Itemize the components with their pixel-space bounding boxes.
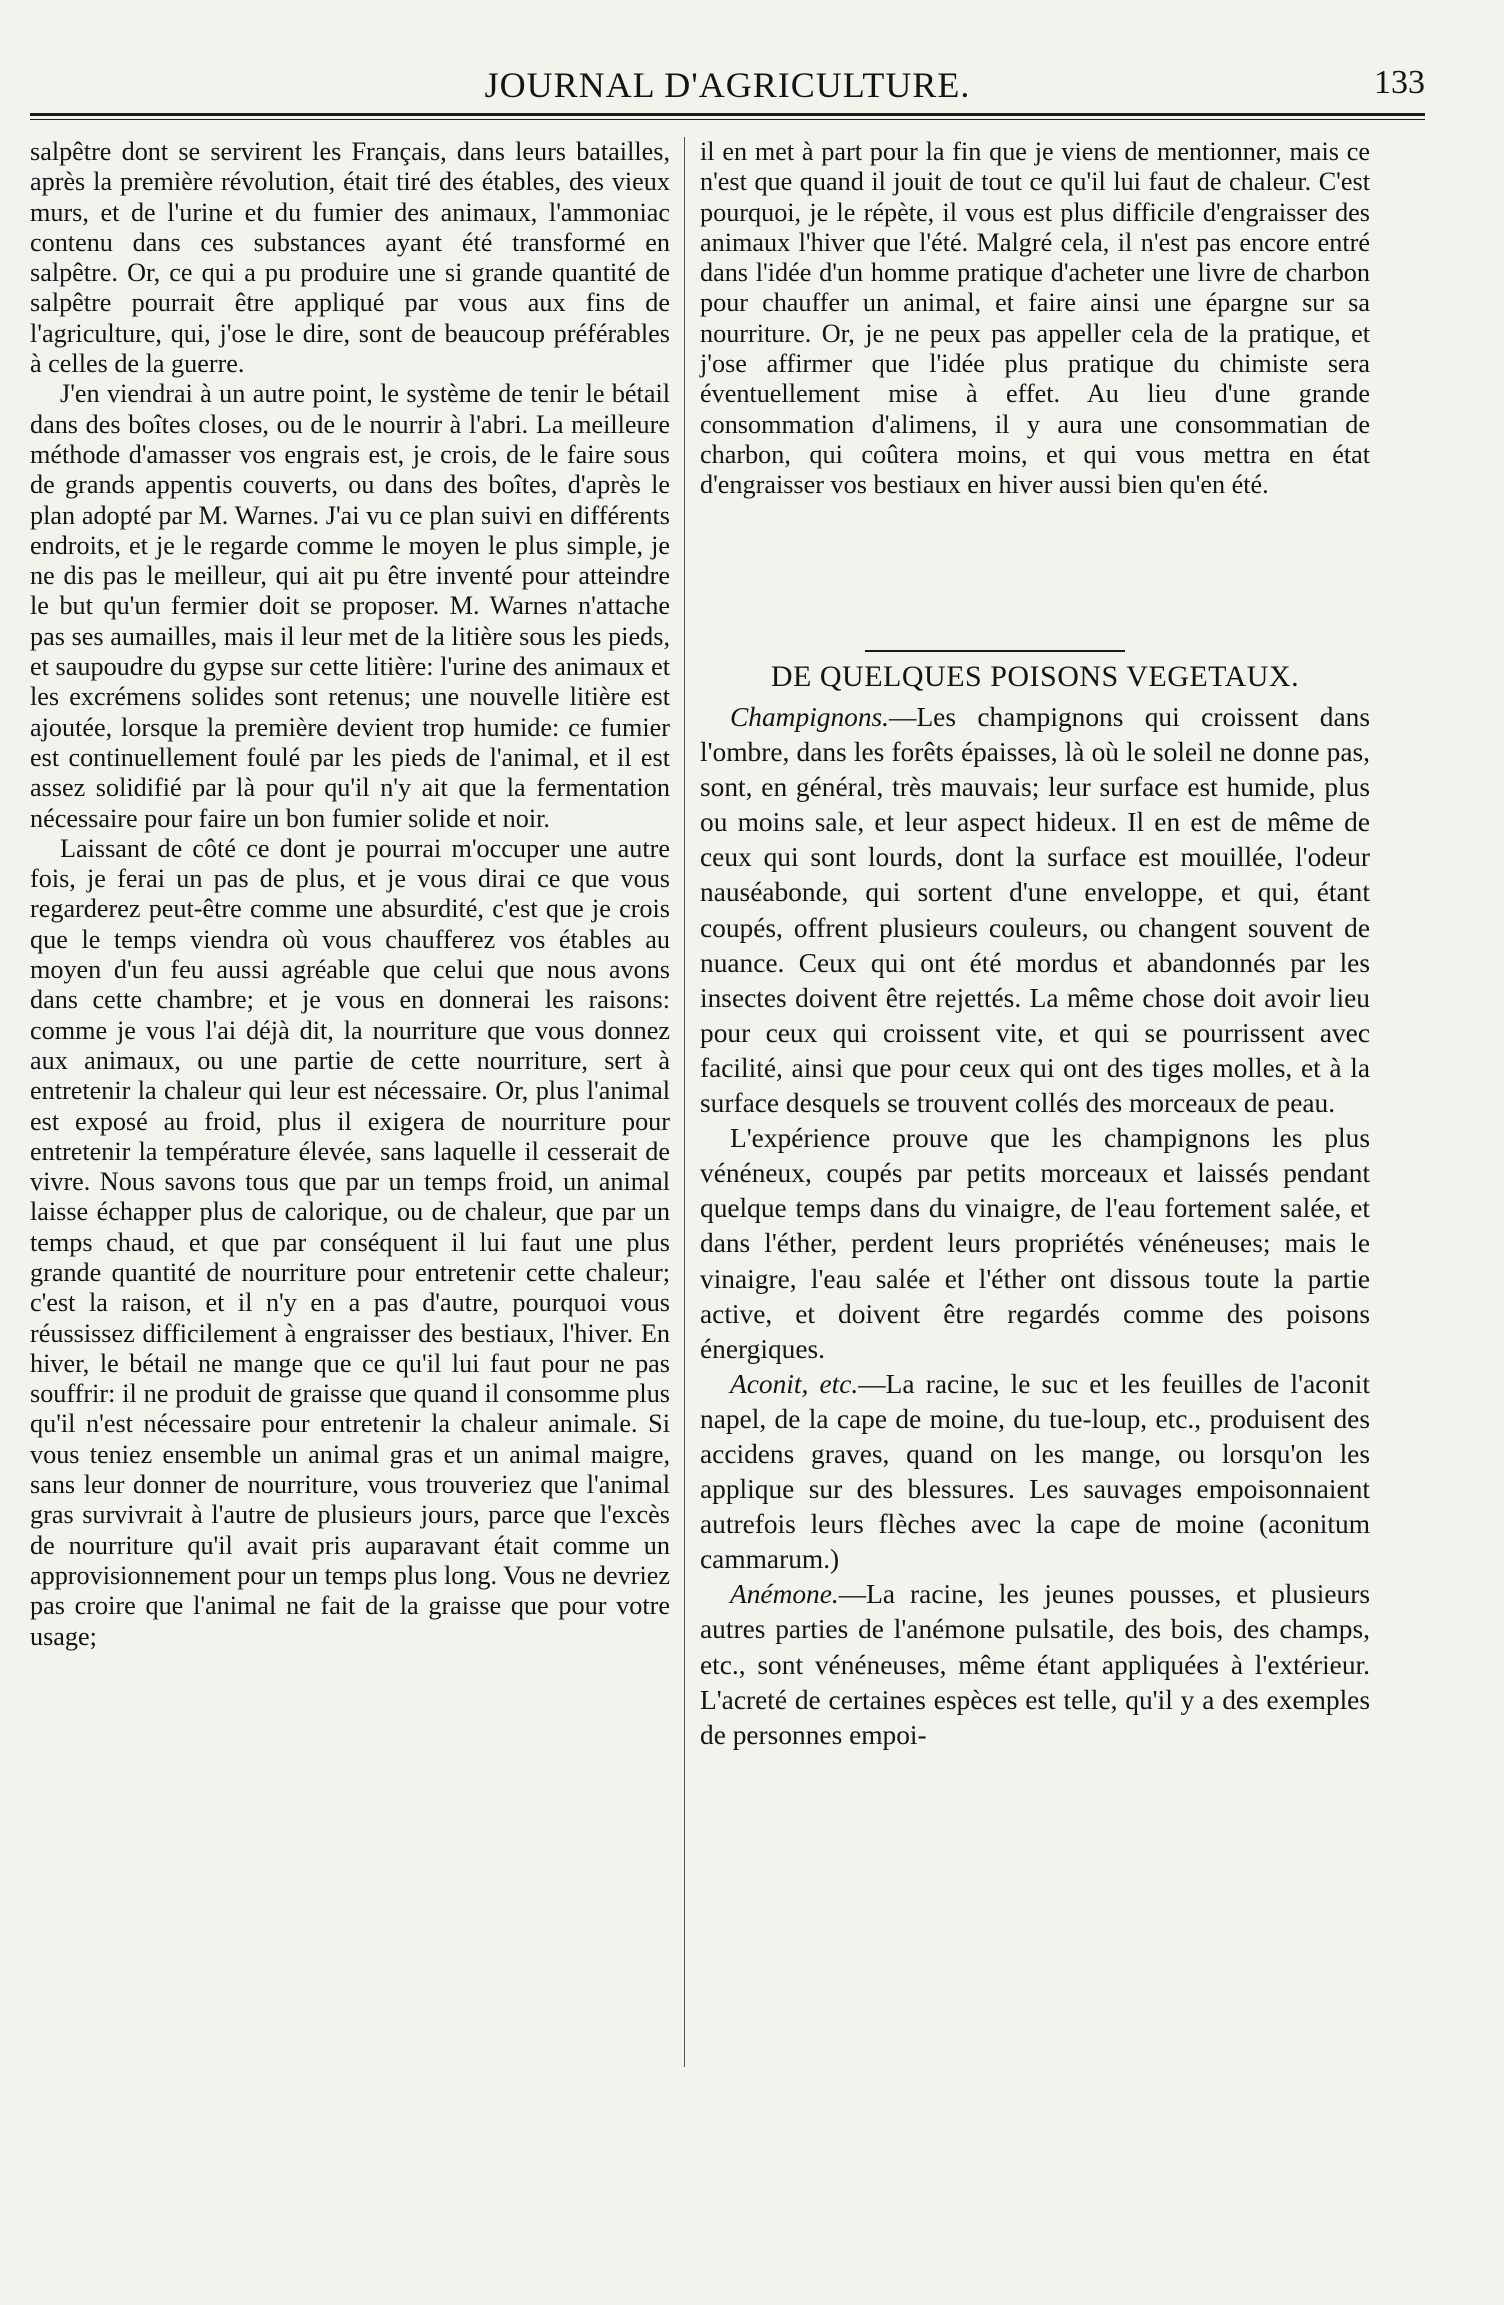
paragraph-lead: Aconit, etc. bbox=[730, 1368, 859, 1399]
paragraph-text: L'expérience prouve que les champignons les plus vénéneux, coupés par petits morceaux et laissés pendant quelque temps dans du vinaigre, de l'eau fortement salée, et dans l'éther, perdent leurs propriétés vénéneuses; mais le vinaigre, l'eau salée et l'éther ont dissous toute la partie active, et doivent être regardés comme des poisons énergiques. bbox=[700, 1123, 1370, 1364]
paragraph bbox=[700, 1367, 1370, 1578]
journal-title: JOURNAL D'AGRICULTURE. bbox=[484, 65, 971, 105]
column-divider bbox=[684, 137, 685, 2067]
paragraph: Laissant de côté ce dont je pourrai m'occuper une autre fois, je ferai un pas de plus, et je vous dirai ce que vous regarderez peut-être comme une absurdité, c'est que je crois que le temps viendra où vous chaufferez vos étables au moyen d'un feu aussi agréable que celui que nous avons dans cette chambre; et je vous en donnerai les raisons: comme je vous l'ai déjà dit, la nourriture que vous donnez aux animaux, ou une partie de cette nourriture, sert à entretenir la chaleur qui leur est nécessaire. Or, plus l'animal est exposé au froid, plus il exigera de nourriture pour entretenir la température élevée, sans laquelle il cesserait de vivre. Nous savons tous que par un temps froid, un animal laisse échapper plus de calorique, ou de chaleur, que par un temps chaud, et que par conséquent il lui faut une plus grande quantité de nourriture pour entretenir cette chaleur; c'est la raison, et il n'y en a pas d'autre, pourquoi vous réussissez difficilement à engraisser des bestiaux, l'hiver. En hiver, le bétail ne mange que ce qu'il lui faut pour ne pas souffrir: il ne produit de graisse que quand il consomme plus qu'il n'est nécessaire pour entretenir la chaleur animale. Si vous teniez ensemble un animal gras et un animal maigre, sans leur donner de nourriture, vous trouveriez que l'animal gras survivrait à l'autre de plusieurs jours, parce que l'excès de nourriture qu'il avait pris auparavant était comme un approvisionnement pour un temps plus long. Vous ne devriez pas croire que l'animal ne fait de la graisse que pour votre usage; bbox=[30, 833, 670, 1651]
page-number: 133 bbox=[1374, 64, 1425, 101]
page-header bbox=[30, 56, 1425, 112]
paragraph: salpêtre dont se servirent les Français, dans leurs batailles, après la première révolution, était tiré des étables, des vieux murs, et de l'urine et du fumier des animaux, l'ammoniac contenu dans ces substances ayant été transformé en salpêtre. Or, ce qui a pu produire une si grande quantité de salpêtre pourrait être appliqué par vous aux fins de l'agriculture, qui, j'ose le dire, sont de beaucoup préférables à celles de la guerre. bbox=[30, 137, 670, 379]
paragraph: J'en viendrai à un autre point, le système de tenir le bétail dans des boîtes closes, ou de le nourrir à l'abri. La meilleure méthode d'amasser vos engrais est, je crois, de le faire sous de grands appentis couverts, ou dans des boîtes, d'après le plan adopté par M. Warnes. J'ai vu ce plan suivi en différents endroits, et je le regarde comme le moyen le plus simple, je ne dis pas le meilleur, qui ait pu être inventé pour atteindre le but qu'un fermier doit se proposer. M. Warnes n'attache pas ses aumailles, mais il leur met de la litière sous les pieds, et saupoudre du gypse sur cette litière: l'urine des animaux et les excrémens solides sont retenus; une nouvelle litière est ajoutée, lorsque la première devient trop humide: ce fumier est continuellement foulé par les pieds de l'animal, et il est assez solidifié par là pour qu'il n'y ait que la fermentation nécessaire pour faire un bon fumier solide et noir. bbox=[30, 379, 670, 833]
right-column-top bbox=[700, 137, 1370, 501]
section-separator bbox=[865, 650, 1125, 652]
left-column bbox=[30, 137, 670, 1652]
paragraph-text: —Les champignons qui croissent dans l'ombre, dans les forêts épaisses, là où le soleil ne donne pas, sont, en général, très mauvais; leur surface est humide, plus ou moins sale, et leur aspect hideux. Il en est de même de ceux qui sont lourds, dont la surface est mouillée, l'odeur nauséabonde, qui sortent d'une enveloppe, et qui, étant coupés, offrent plusieurs couleurs, ou changent souvent de nuance. Ceux qui ont été mordus et abandonnés par les insectes doivent être rejettés. La même chose doit avoir lieu pour ceux qui croissent vite, et qui se pourrissent avec facilité, ainsi que pour ceux qui ont des tiges molles, et à la surface desquels se trouvent collés des morceaux de peau. bbox=[700, 702, 1370, 1119]
header-rule-thin bbox=[30, 119, 1425, 120]
paragraph bbox=[700, 700, 1370, 1121]
paragraph bbox=[700, 1577, 1370, 1752]
header-rule-thick bbox=[30, 113, 1425, 116]
paragraph: il en met à part pour la fin que je viens de mentionner, mais ce n'est que quand il jouit de tout ce qu'il lui faut de chaleur. C'est pourquoi, je le répète, il vous est plus difficile d'engraisser des animaux l'hiver que l'été. Malgré cela, il n'est pas encore entré dans l'idée d'un homme pratique d'acheter une livre de charbon pour chauffer un animal, et faire ainsi une épargne sur sa nourriture. Or, je ne peux pas appeller cela de la pratique, et j'ose affirmer que l'idée plus pratique du chimiste sera éventuellement mise à effet. Au lieu d'une grande consommation d'alimens, il y aura une consommatian de charbon, qui coûtera moins, et qui vous mettra en état d'engraisser vos bestiaux en hiver aussi bien qu'en été. bbox=[700, 137, 1370, 500]
section-title: DE QUELQUES POISONS VEGETAUX. bbox=[770, 660, 1300, 693]
right-column-section bbox=[700, 700, 1370, 1753]
paragraph-text: —La racine, le suc et les feuilles de l'aconit napel, de la cape de moine, du tue-loup, etc., produisent des accidens graves, quand on les mange, ou lorsqu'on les applique sur des blessures. Les sauvages empoisonnaient autrefois leurs flèches avec la cape de moine (aconitum cammarum.) bbox=[700, 1368, 1370, 1575]
paragraph-lead: Anémone. bbox=[730, 1579, 839, 1610]
paragraph bbox=[700, 1121, 1370, 1367]
paragraph-lead: Champignons. bbox=[730, 702, 890, 732]
paragraph-text: —La racine, les jeunes pousses, et plusieurs autres parties de l'anémone pulsatile, des bois, des champs, etc., sont vénéneuses, même étant appliquées à l'extérieur. L'acreté de certaines espèces est telle, qu'il y a des exemples de personnes empoi- bbox=[700, 1579, 1370, 1750]
